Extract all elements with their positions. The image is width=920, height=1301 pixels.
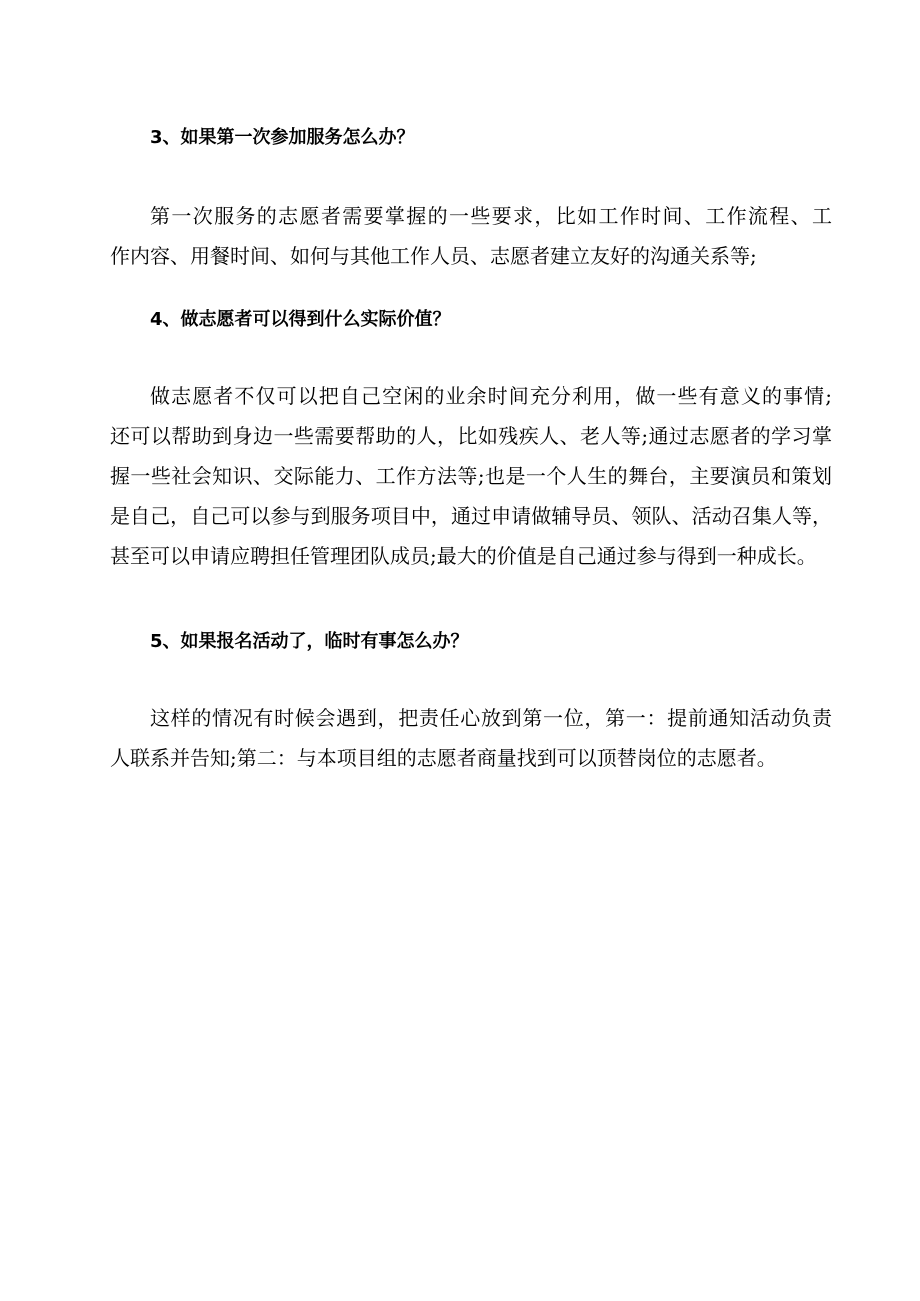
section-3-paragraph [110,196,832,276]
section-4-heading: 4、做志愿者可以得到什么实际价值？ [150,309,451,330]
section-3-heading: 3、如果第一次参加服务怎么办？ [150,127,415,148]
paragraph-line: 第一次服务的志愿者需要掌握的一些要求，比如工作时间、工作流程、工 [150,204,832,228]
paragraph-line: 是自己，自己可以参与到服务项目中，通过申请做辅导员、领队、活动召集人等， [110,504,832,528]
paragraph-line: 做志愿者不仅可以把自己空闲的业余时间充分利用，做一些有意义的事情; [150,384,832,408]
paragraph-line: 甚至可以申请应聘担任管理团队成员;最大的价值是自己通过参与得到一种成长。 [110,544,817,568]
section-5-heading: 5、如果报名活动了，临时有事怎么办？ [150,631,469,652]
paragraph-line: 还可以帮助到身边一些需要帮助的人，比如残疾人、老人等;通过志愿者的学习掌 [110,424,832,448]
paragraph-line: 握一些社会知识、交际能力、工作方法等;也是一个人生的舞台，主要演员和策划 [110,464,832,488]
section-5-paragraph [110,698,832,778]
paragraph-line: 作内容、用餐时间、如何与其他工作人员、志愿者建立友好的沟通关系等; [110,244,757,268]
section-4-paragraph [110,376,832,576]
paragraph-line: 这样的情况有时候会遇到，把责任心放到第一位，第一：提前通知活动负责 [150,706,832,730]
paragraph-line: 人联系并告知;第二：与本项目组的志愿者商量找到可以顶替岗位的志愿者。 [110,746,777,770]
